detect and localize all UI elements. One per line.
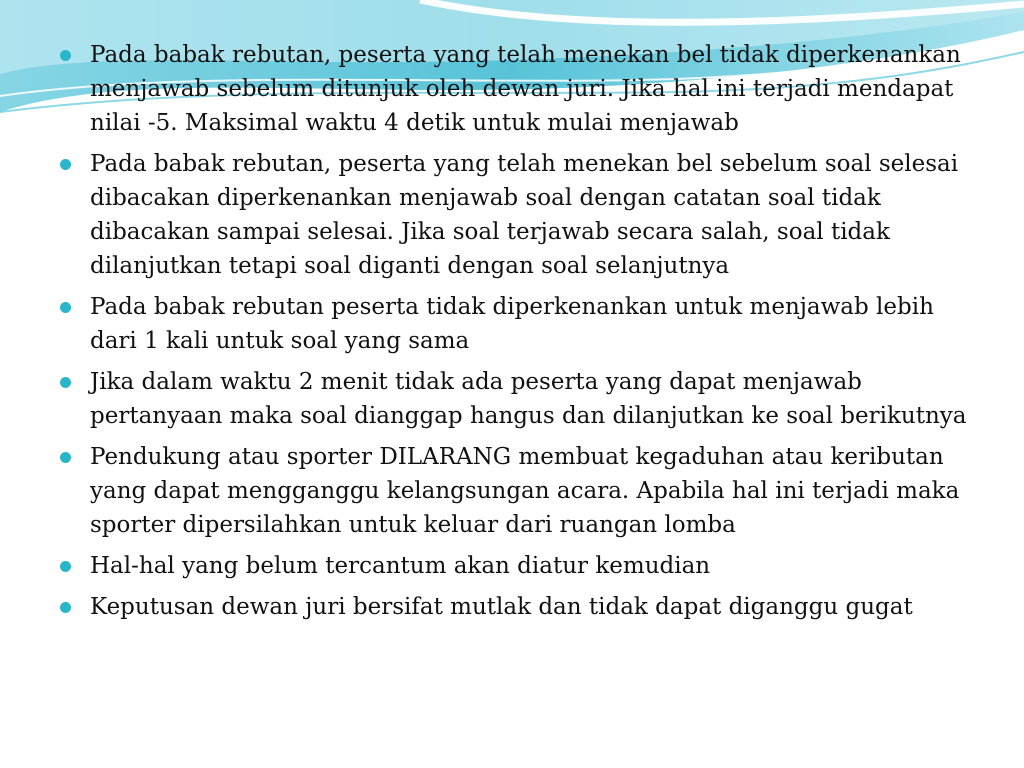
bullet-text: Jika dalam waktu 2 menit tidak ada peserta yang dapat menjawab pertanyaan maka soal dianggap hangus dan dilanjutkan ke soal berikutnya xyxy=(90,369,967,429)
bullet-text: Pada babak rebutan, peserta yang telah menekan bel sebelum soal selesai dibacakan diperkenankan menjawab soal dengan catatan soal tidak dibacakan sampai selesai. Jika soal terjawab secara salah, soal tidak dilanjutkan tetapi soal diganti dengan soal selanjutnya xyxy=(90,151,959,279)
bullet-dot-icon xyxy=(60,302,71,313)
bullet-text: Pada babak rebutan, peserta yang telah menekan bel tidak diperkenankan menjawab sebelum ditunjuk oleh dewan juri. Jika hal ini terjadi mendapat nilai -5. Maksimal waktu 4 detik untuk mulai menjawab xyxy=(90,42,961,136)
bullet-text: Pada babak rebutan peserta tidak diperkenankan untuk menjawab lebih dari 1 kali untuk soal yang sama xyxy=(90,294,934,354)
bullet-item xyxy=(60,590,970,624)
bullet-item xyxy=(60,38,970,140)
bullet-dot-icon xyxy=(60,561,71,572)
bullet-text: Pendukung atau sporter DILARANG membuat kegaduhan atau keributan yang dapat mengganggu kelangsungan acara. Apabila hal ini terjadi maka sporter dipersilahkan untuk keluar dari ruangan lomba xyxy=(90,444,960,538)
bullet-item xyxy=(60,440,970,542)
bullet-item xyxy=(60,365,970,433)
bullet-text: Hal-hal yang belum tercantum akan diatur kemudian xyxy=(90,553,711,579)
bullet-dot-icon xyxy=(60,452,71,463)
bullet-list xyxy=(60,38,970,631)
bullet-item xyxy=(60,549,970,583)
bullet-item xyxy=(60,147,970,283)
bullet-dot-icon xyxy=(60,377,71,388)
bullet-text: Keputusan dewan juri bersifat mutlak dan tidak dapat diganggu gugat xyxy=(90,594,913,620)
bullet-dot-icon xyxy=(60,602,71,613)
bullet-item xyxy=(60,290,970,358)
bullet-dot-icon xyxy=(60,159,71,170)
bullet-dot-icon xyxy=(60,50,71,61)
